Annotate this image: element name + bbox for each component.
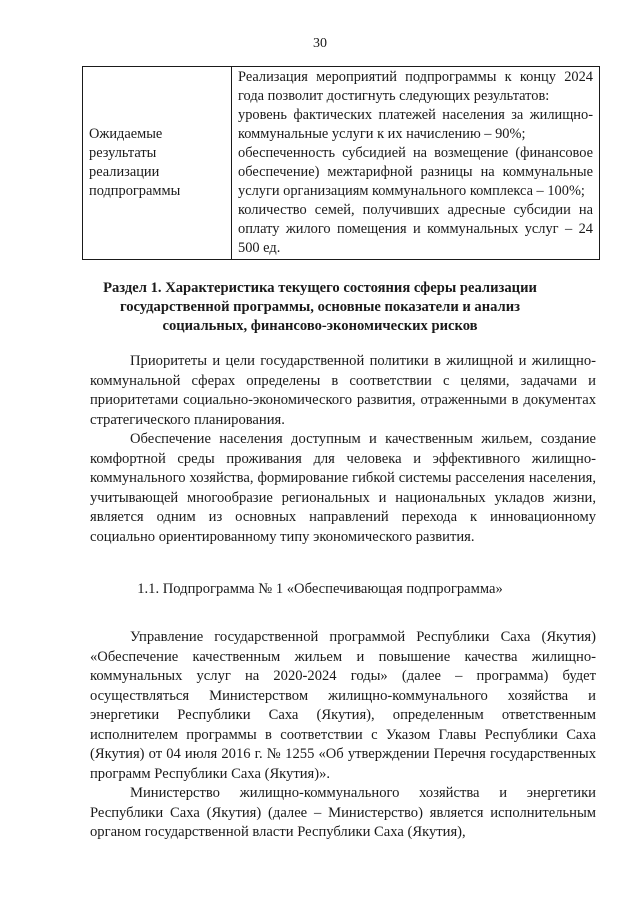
result-line: Реализация мероприятий подпрограммы к концу 2024 года позволит достигнуть следующих результатов: (238, 69, 593, 104)
body-paragraph: Приоритеты и цели государственной политики в жилищной и жилищно-коммунальной сферах определены в соответствии с целями, задачами и приоритетами социально-экономического развития, отраженными в документах стратегического планирования. (90, 353, 596, 428)
table-row (83, 67, 600, 260)
result-line: обеспеченность субсидией на возмещение (финансовое обеспечение) межтарифной разницы на коммунальные услуги организациям коммунального комплекса – 100%; (238, 145, 593, 199)
subsection-heading: 1.1. Подпрограмма № 1 «Обеспечивающая подпрограмма» (137, 581, 503, 597)
body-paragraph: Обеспечение населения доступным и качественным жильем, создание комфортной среды проживания для человека и эффективного жилищно-коммунального хозяйства, формирование гибкой системы расселения населения, учитывающей многообразие региональных и национальных укладов жизни, является одним из основных направлений перехода к инновационному социально ориентированному типу экономического развития. (90, 431, 596, 545)
table-value-cell (232, 67, 600, 260)
table-label-cell: Ожидаемые результаты реализации подпрограммы (83, 67, 232, 260)
section-heading: Раздел 1. Характеристика текущего состояния сферы реализации государственной программы, основные показатели и анализ социальных, финансово-экономических рисков (103, 280, 537, 334)
expected-results-table (82, 66, 600, 260)
body-paragraph: Управление государственной программой Республики Саха (Якутия) «Обеспечение качественным жильем и повышение качества жилищно-коммунальных услуг на 2020-2024 годы» (далее – программа) будет осуществляться Министерством жилищно-коммунального хозяйства и энергетики Республики Саха (Якутия), определенным ответственным исполнителем программы в соответствии с Указом Главы Республики Саха (Якутия) от 04 июля 2016 г. № 1255 «Об утверждении Перечня государственных программ Республики Саха (Якутия)». (90, 629, 596, 782)
body-paragraph: Министерство жилищно-коммунального хозяйства и энергетики Республики Саха (Якутия) (далее – Министерство) является исполнительным органом государственной власти Республики Саха (Якутия), (90, 785, 596, 840)
result-line: количество семей, получивших адресные субсидии на оплату жилого помещения и коммунальных услуг – 24 500 ед. (238, 202, 593, 256)
page-number: 30 (313, 36, 327, 51)
result-line: уровень фактических платежей населения за жилищно-коммунальные услуги к их начислению – 90%; (238, 107, 593, 142)
